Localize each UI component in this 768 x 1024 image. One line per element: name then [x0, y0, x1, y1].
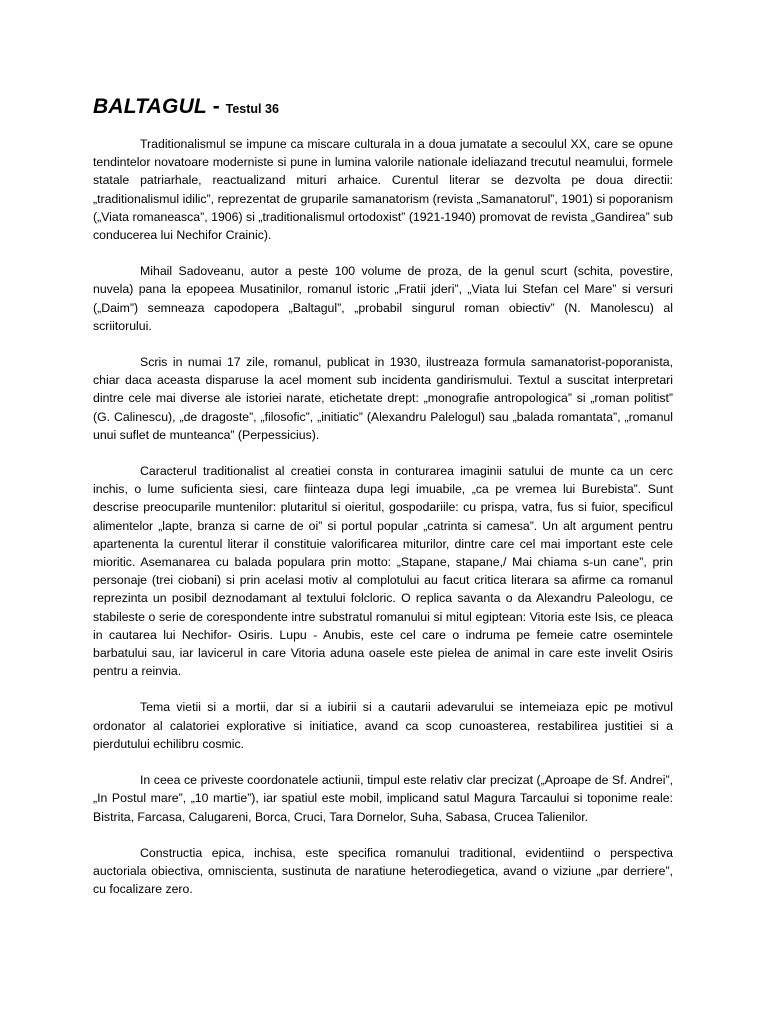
paragraph-traditionalism: Traditionalismul se impune ca miscare culturala in a doua jumatate a secoulul XX, care se opune tendintelor novatoare moderniste si pune in lumina valorile nationale ideliazand trecutul neamului, formele statale patriarhale, reactualizand mituri arhaice. Curentul literar se dezvolta pe doua directii: „traditionalismul idilic”, reprezentat de gruparile samanatorism (revista „Samanatorul”, 1901) si poporanism („Viata romaneasca”, 1906) si „traditionalismul ortodoxist” (1921-1940) promovat de revista „Gandirea” sub conducerea lui Nechifor Crainic). [93, 137, 673, 243]
paragraph-publication: Scris in numai 17 zile, romanul, publicat in 1930, ilustreaza formula samanatorist-poporanista, chiar daca aceasta disparuse la acel moment sub incidenta gandirismului. Textul a suscitat interpretari dintre cele mai diverse ale istoriei narate, etichetate drept: „monografie antropologica” si „roman politist” (G. Calinescu), „de dragoste”, „filosofic”, „initiatic” (Alexandru Palelogul) sau „balada romantata”, „romanul unui suflet de munteanca” (Perpessicius). [93, 355, 673, 442]
document-title [93, 88, 673, 123]
title-main: BALTAGUL [93, 95, 207, 118]
paragraph-traditionalist-character: Caracterul traditionalist al creatiei consta in conturarea imaginii satului de munte ca un cerc inchis, o lume suficienta siesi, care fiinteaza dupa legi imuabile, „ca pe vremea lui Burebista”. Sunt descrise preocuparile muntenilor: plutaritul si oieritul, gospodariile: cu prispa, vatra, fus si fuior, specificul alimentelor „lapte, branza si carne de oi” si portul popular „catrinta si camesa”. Un alt argument pentru apartenenta la curentul literar il constituie valorificarea miturilor, dintre care cel mai important este cele mioritic. Asemanarea cu balada populara prin motto: „Stapane, stapane,/ Mai chiama s-un cane”, prin personaje (trei ciobani) si prin acelasi motiv al complotului au facut critica literara sa afirme ca romanul reprezinta un posibil deznodamant al textului folcloric. O replica savanta o da Alexandru Paleologu, ce stabileste o serie de corespondente intre substratul romanului si mitul egiptean: Vitoria este Isis, ce pleaca in cautarea lui Nechifor- Osiris. Lupu - Anubis, este cel care o indruma pe femeie catre osemintele barbatului sau, iar lavicerul in care Vitoria aduna oasele este pielea de animal in care este invelit Osiris pentru a reinvia. [93, 464, 673, 679]
paragraph-theme: Tema vietii si a mortii, dar si a iubirii si a cautarii adevarului se intemeiaza epic pe motivul ordonator al calatoriei explorative si initiatice, avand ca scop cunoasterea, restabilirea justitiei si a pierdutului echilibru cosmic. [93, 700, 673, 751]
paragraph-construction: Constructia epica, inchisa, este specifica romanului traditional, evidentiind o perspectiva auctoriala obiectiva, omniscienta, sustinuta de naratiune heterodiegetica, avand o viziune „par derriere”, cu focalizare zero. [93, 845, 673, 897]
paragraph-coordinates: In ceea ce priveste coordonatele actiunii, timpul este relativ clar precizat („Aproape de Sf. Andrei”, „In Postul mare”, „10 martie”), iar spatiul este mobil, implicand satul Magura Tarcaului si toponime reale: Bistrita, Farcasa, Calugareni, Borca, Cruci, Tara Dornelor, Suha, Sabasa, Crucea Talienilor. [93, 773, 673, 824]
paragraph-author: Mihail Sadoveanu, autor a peste 100 volume de proza, de la genul scurt (schita, povestire, nuvela) pana la epopeea Musatinilor, romanul istoric „Fratii jderi”, „Viata lui Stefan cel Mare” si versuri („Daim”) semneaza capodopera „Baltagul”, „probabil singurul roman obiectiv” (N. Manolescu) al scriitorului. [93, 264, 673, 333]
title-separator: - [206, 95, 226, 118]
title-subtitle: Testul 36 [225, 102, 279, 116]
